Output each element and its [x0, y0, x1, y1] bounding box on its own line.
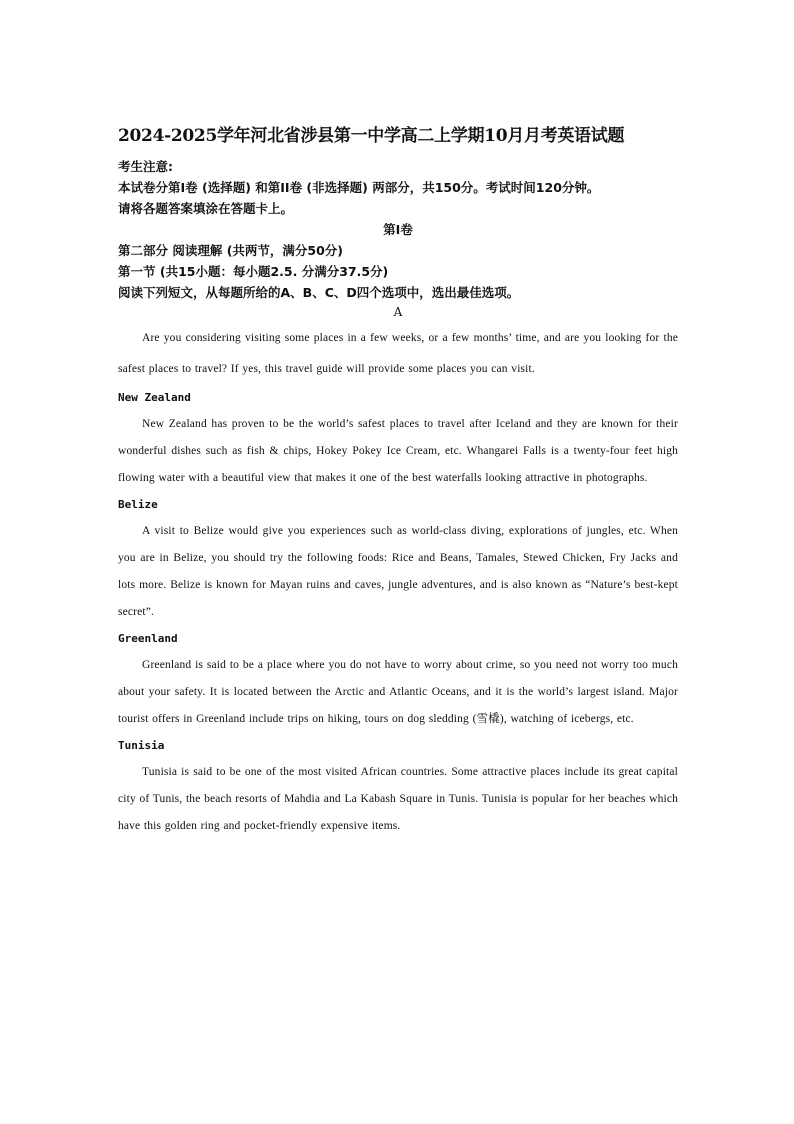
notice-line-1: 本试卷分第I卷 (选择题) 和第II卷 (非选择题) 两部分，共150分。考试时间120分钟。 — [118, 180, 600, 195]
section-heading-new-zealand: New Zealand — [118, 391, 191, 404]
instruction-text: 阅读下列短文，从每题所给的A、B、C、D四个选项中，选出最佳选项。 — [118, 285, 520, 300]
volume-label: 第I卷 — [383, 222, 413, 237]
exam-page — [118, 124, 678, 840]
section-belize — [118, 492, 678, 626]
section-tunisia — [118, 733, 678, 840]
passage-intro: Are you considering visiting some places in a few weeks, or a few months’ time, and are you looking for the safest places to travel? If yes, this travel guide will provide some places you can visit. — [118, 332, 678, 375]
section-text-greenland: Greenland is said to be a place where you do not have to worry about crime, so you need not worry too much about your safety. It is located between the Arctic and Atlantic Oceans, and it is the world’s largest island. Major tourist offers in Greenland include trips on hiking, tours on dog sledding (雪橇), watching of icebergs, etc. — [118, 659, 678, 725]
section-text-belize: A visit to Belize would give you experiences such as world-class diving, explorations of jungles, etc. When you are in Belize, you should try the following foods: Rice and Beans, Tamales, Stewed Chicken, Fry Jacks and lots more. Belize is known for Mayan ruins and caves, jungle adventures, and is also known as “Nature’s best-kept secret”. — [118, 525, 678, 618]
section-heading-tunisia: Tunisia — [118, 739, 165, 752]
exam-title: 2024-2025学年河北省涉县第一中学高二上学期10月月考英语试题 — [118, 126, 625, 146]
section-heading-greenland: Greenland — [118, 632, 178, 645]
section-text-new-zealand: New Zealand has proven to be the world’s safest places to travel after Iceland and they are known for their wonderful dishes such as fish & chips, Hokey Pokey Ice Cream, etc. Whangarei Falls is a twenty-four feet high flowing water with a beautiful view that makes it one of the best waterfalls looking attractive in photographs. — [118, 418, 678, 484]
section-one-heading: 第一节 (共15小题：每小题2.5. 分满分37.5分) — [118, 264, 389, 279]
passage-label: A — [393, 305, 403, 319]
notice-label: 考生注意: — [118, 159, 173, 174]
notice-line-2: 请将各题答案填涂在答题卡上。 — [118, 201, 294, 216]
section-part-heading: 第二部分 阅读理解 (共两节，满分50分) — [118, 243, 344, 258]
section-text-tunisia: Tunisia is said to be one of the most visited African countries. Some attractive places include its great capital city of Tunis, the beach resorts of Mahdia and La Kabash Square in Tunis. Tunisia is popular for her beaches which have this golden ring and pocket-friendly expensive items. — [118, 766, 678, 832]
section-new-zealand — [118, 385, 678, 492]
section-heading-belize: Belize — [118, 498, 158, 511]
section-greenland — [118, 626, 678, 733]
